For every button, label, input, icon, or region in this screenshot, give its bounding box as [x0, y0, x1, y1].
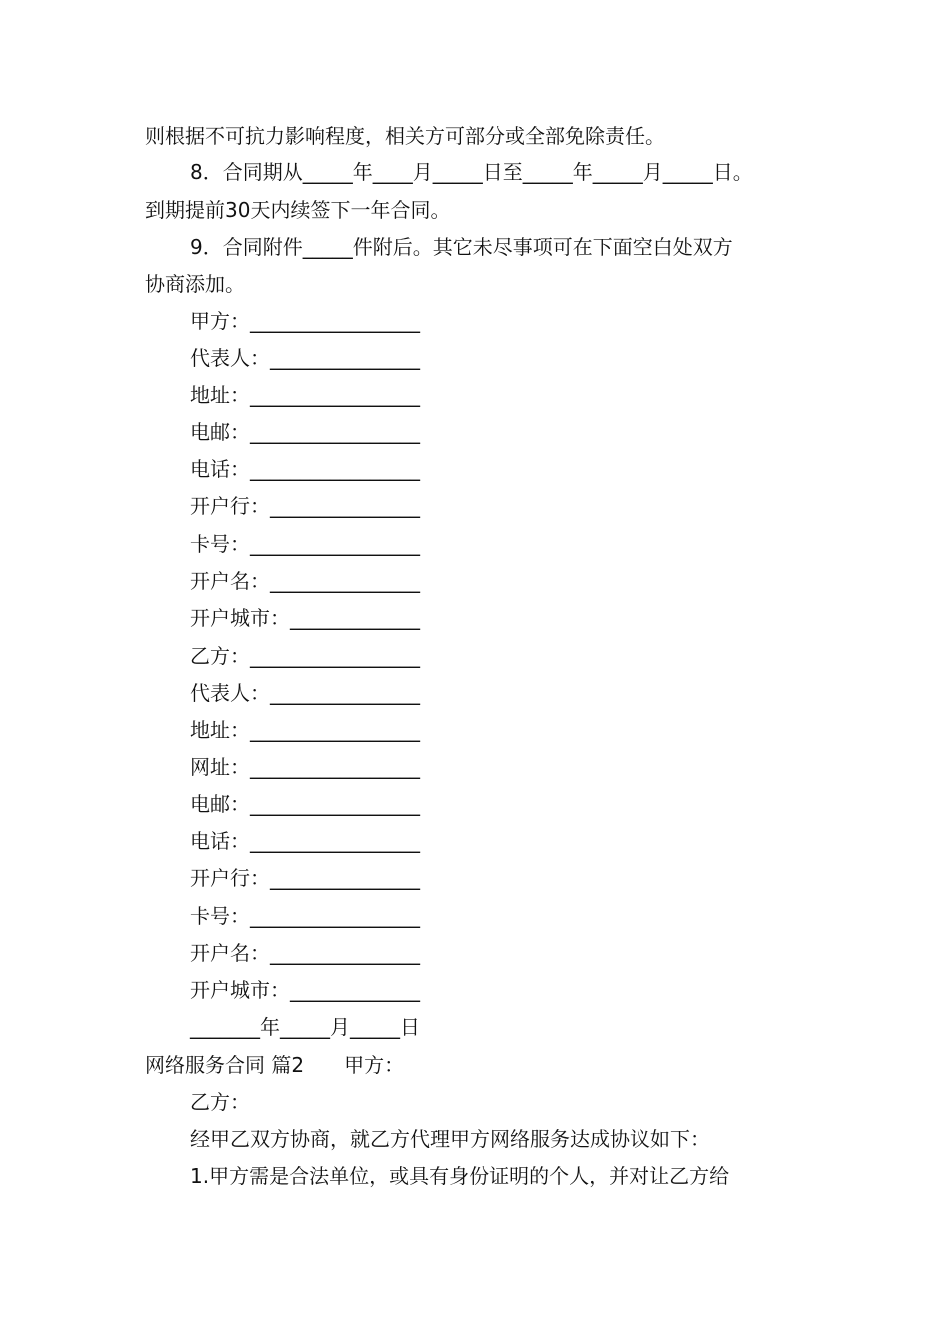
text-line: 协商添加。 — [145, 272, 245, 296]
party-a-representative-field: 代表人：_______________ — [190, 346, 420, 370]
party-b-field: 乙方：_________________ — [190, 644, 420, 668]
party-b-email-field: 电邮：_________________ — [190, 792, 420, 816]
party-a-card-field: 卡号：_________________ — [190, 532, 420, 556]
party-a-account-name-field: 开户名：_______________ — [190, 569, 420, 593]
party-b-bank-city-field: 开户城市：_____________ — [190, 978, 420, 1002]
party-b-card-field: 卡号：_________________ — [190, 904, 420, 928]
clause-1: 1.甲方需是合法单位，或具有身份证明的个人，并对让乙方给 — [190, 1164, 730, 1188]
party-a-bank-field: 开户行：_______________ — [190, 494, 420, 518]
party-b-representative-field: 代表人：_______________ — [190, 681, 420, 705]
party-b-website-field: 网址：_________________ — [190, 755, 420, 779]
party-a-address-field: 地址：_________________ — [190, 383, 420, 407]
party-b-bank-field: 开户行：_______________ — [190, 866, 420, 890]
signing-date-field: _______年_____月_____日 — [190, 1015, 420, 1039]
party-b-address-field: 地址：_________________ — [190, 718, 420, 742]
text-line: 到期提前30天内续签下一年合同。 — [145, 198, 451, 222]
agreement-intro: 经甲乙双方协商，就乙方代理甲方网络服务达成协议如下： — [190, 1127, 710, 1151]
party-a-email-field: 电邮：_________________ — [190, 420, 420, 444]
party-b-phone-field: 电话：_________________ — [190, 829, 420, 853]
party-b-account-name-field: 开户名：_______________ — [190, 941, 420, 965]
text-line: 则根据不可抗力影响程度，相关方可部分或全部免除责任。 — [145, 124, 665, 148]
party-b-label: 乙方： — [190, 1090, 250, 1114]
clause-8-term: 8．合同期从_____年____月_____日至_____年_____月_____日。 — [190, 160, 753, 184]
clause-9-attachments: 9．合同附件_____件附后。其它未尽事项可在下面空白处双方 — [190, 235, 733, 259]
party-a-field: 甲方：_________________ — [190, 309, 420, 333]
party-a-phone-field: 电话：_________________ — [190, 457, 420, 481]
party-a-bank-city-field: 开户城市：_____________ — [190, 606, 420, 630]
section-heading: 网络服务合同 篇2 甲方： — [145, 1053, 405, 1077]
